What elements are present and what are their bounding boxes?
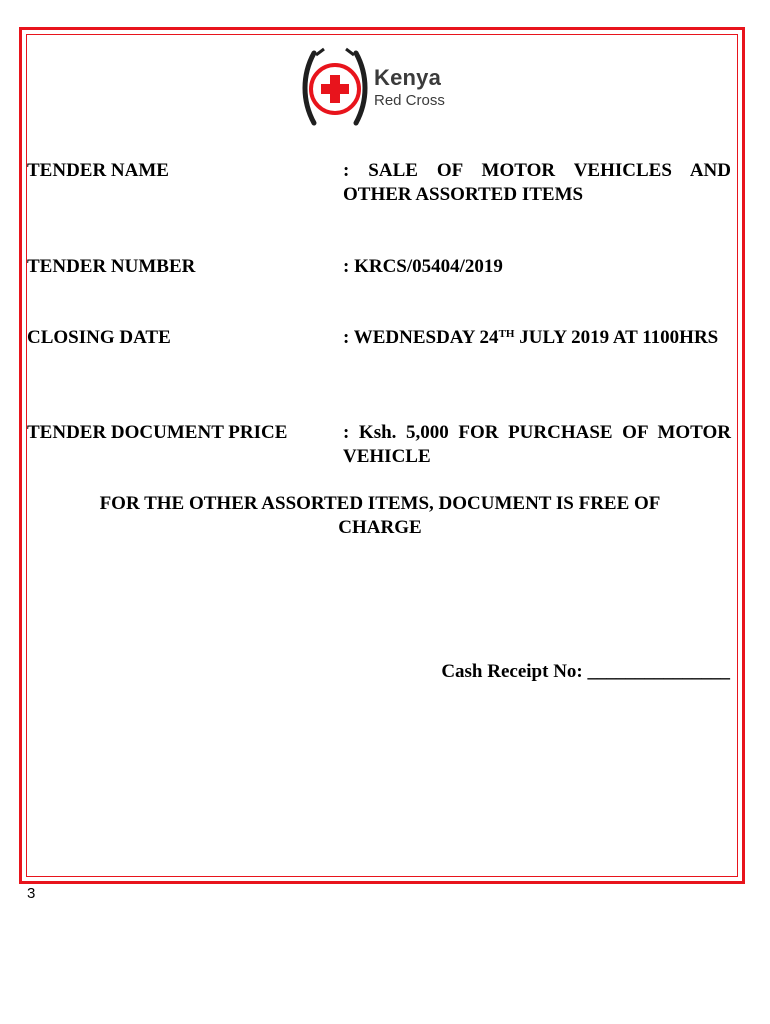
document-price-value: : Ksh. 5,000 FOR PURCHASE OF MOTOR VEHICLE: [343, 422, 731, 467]
red-cross-emblem-icon: [300, 45, 370, 131]
document-price-label: TENDER DOCUMENT PRICE: [27, 422, 288, 443]
kenya-red-cross-logo: [300, 45, 458, 131]
cash-receipt-blank: _______________: [587, 661, 730, 682]
tender-number-value: : KRCS/05404/2019: [343, 256, 503, 277]
closing-date-value: [343, 326, 731, 350]
page-number: 3: [27, 885, 36, 902]
closing-date-label: CLOSING DATE: [27, 327, 171, 348]
cash-receipt-label: Cash Receipt No:: [441, 661, 583, 682]
logo-text-kenya: Kenya: [374, 65, 442, 90]
closing-date-value-end: JULY 2019 AT 1100HRS: [514, 327, 719, 348]
cash-receipt-line: [441, 660, 730, 684]
closing-date-ordinal: TH: [498, 328, 515, 340]
tender-number-label: TENDER NUMBER: [27, 256, 196, 277]
closing-date-value-start: : WEDNESDAY 24: [343, 327, 499, 348]
logo-text-red-cross: Red Cross: [374, 92, 445, 109]
free-of-charge-note: FOR THE OTHER ASSORTED ITEMS, DOCUMENT IS FREE OF CHARGE: [99, 493, 661, 538]
tender-name-value: : SALE OF MOTOR VEHICLES AND OTHER ASSORTED ITEMS: [343, 160, 731, 205]
tender-name-label: TENDER NAME: [27, 160, 169, 181]
